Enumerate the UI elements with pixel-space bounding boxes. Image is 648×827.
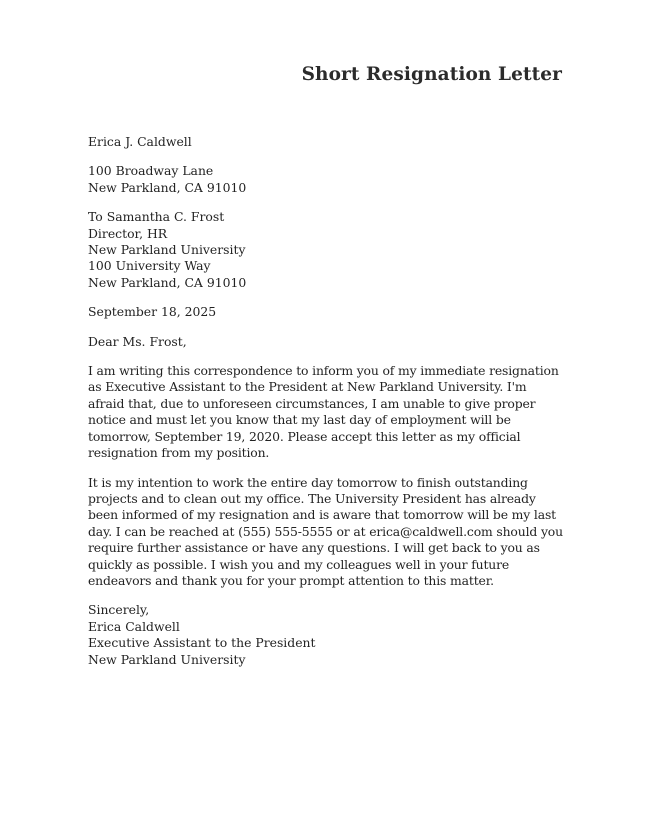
signer-organization: New Parkland University [88, 651, 246, 667]
signer-position: Executive Assistant to the President [88, 635, 316, 651]
signer-name: Erica Caldwell [88, 618, 180, 634]
letter-date-block [88, 304, 566, 320]
sender-address-line-2: New Parkland, CA 91010 [88, 179, 247, 195]
valediction: Sincerely, [88, 602, 150, 618]
body-paragraph-2: It is my intention to work the entire day tomorrow to finish outstanding projects and to clean out my office. The University President has already been informed of my resignation and is aware that tomorrow will be my last day. I can be reached at (555) 555-5555 or at erica@caldwell.com should you require further assistance or have any questions. I will get back to you as quickly as possible. I wish you and my colleagues well in your future endeavors and thank you for your prompt attention to this matter. [88, 474, 563, 588]
salutation-block [88, 334, 566, 350]
closing-block [88, 602, 566, 668]
letter-body [88, 134, 566, 681]
sender-name: Erica J. Caldwell [88, 134, 192, 149]
sender-address [88, 163, 566, 196]
salutation: Dear Ms. Frost, [88, 333, 187, 349]
recipient-line-4: 100 University Way [88, 258, 211, 274]
sender-name-block [88, 134, 566, 150]
body-paragraph-1: I am writing this correspondence to inform you of my immediate resignation as Executive Assistant to the President at New Parkland University. I'm afraid that, due to unforeseen circumstances, I am unable to give proper notice and must let you know that my last day of employment will be tomorrow, September 19, 2020. Please accept this letter as my official resignation from my position. [88, 363, 559, 461]
letter-date: September 18, 2025 [88, 304, 217, 320]
sender-address-line-1: 100 Broadway Lane [88, 163, 214, 179]
recipient-line-5: New Parkland, CA 91010 [88, 274, 247, 290]
recipient-address [88, 209, 566, 291]
document-title: Short Resignation Letter [301, 64, 562, 85]
recipient-line-1: To Samantha C. Frost [88, 209, 225, 225]
recipient-line-2: Director, HR [88, 225, 168, 241]
recipient-line-3: New Parkland University [88, 242, 246, 258]
